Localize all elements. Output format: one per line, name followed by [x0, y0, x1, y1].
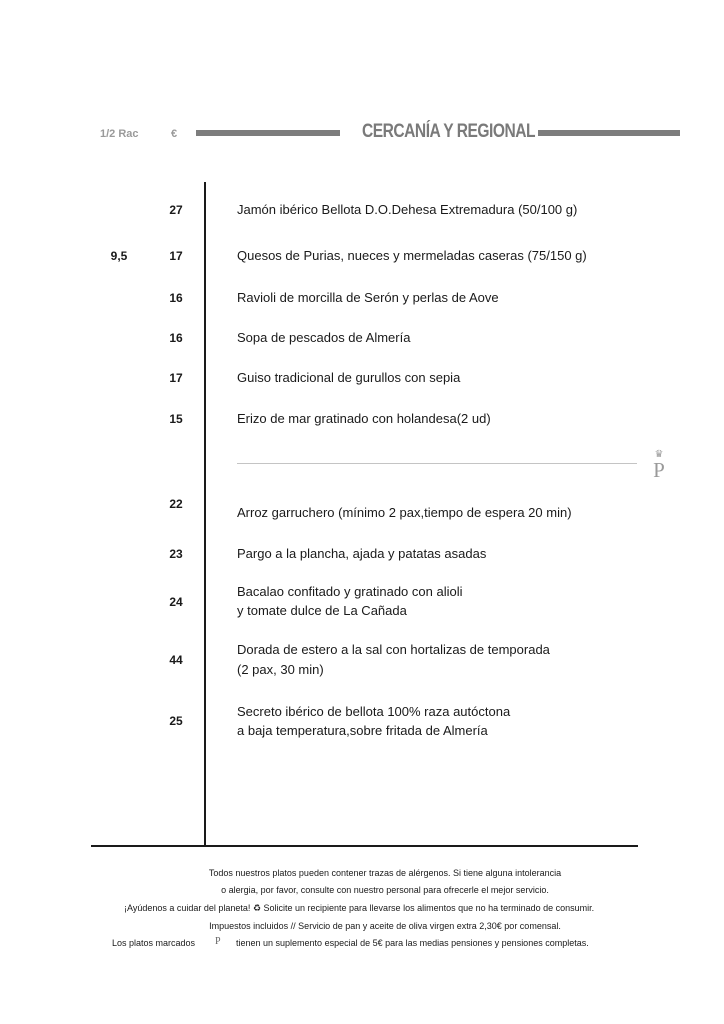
brand-mark-icon: P: [215, 936, 221, 947]
item-price: 25: [169, 714, 183, 728]
planet-notice: ¡Ayúdenos a cuidar del planeta! ♻ Solicite un recipiente para llevarse los alimentos que no ha terminado de consumir.: [124, 903, 595, 913]
item-description: (2 pax, 30 min): [237, 662, 324, 677]
item-price: 22: [169, 497, 183, 511]
item-price: 17: [169, 249, 183, 263]
supplement-notice-suffix: tienen un suplemento especial de 5€ para las medias pensiones y pensiones completas.: [236, 938, 589, 948]
item-description: Dorada de estero a la sal con hortalizas de temporada: [237, 642, 550, 657]
item-description: Quesos de Purias, nueces y mermeladas caseras (75/150 g): [237, 248, 587, 263]
menu-bottom-rule: [91, 845, 638, 847]
item-price: 16: [169, 291, 183, 305]
section-separator: [237, 463, 637, 464]
item-description: a baja temperatura,sobre fritada de Almería: [237, 723, 488, 738]
item-description: Sopa de pescados de Almería: [237, 330, 411, 345]
item-description: Ravioli de morcilla de Serón y perlas de Aove: [237, 290, 499, 305]
item-description: y tomate dulce de La Cañada: [237, 603, 407, 618]
item-half-price: 9,5: [110, 249, 128, 263]
item-price: 16: [169, 331, 183, 345]
crown-icon: ♛: [654, 449, 664, 460]
item-price: 24: [169, 595, 183, 609]
header-rule-left: [196, 130, 340, 136]
section-title: CERCANÍA Y REGIONAL: [362, 121, 536, 142]
taxes-notice: Impuestos incluidos // Servicio de pan y aceite de oliva virgen extra 2,30€ por comensal.: [209, 921, 561, 931]
item-description: Pargo a la plancha, ajada y patatas asadas: [237, 546, 487, 561]
header-rule-right: [538, 130, 680, 136]
item-description: Jamón ibérico Bellota D.O.Dehesa Extremadura (50/100 g): [237, 202, 578, 217]
item-description: Bacalao confitado y gratinado con alioli: [237, 584, 463, 599]
supplement-notice-prefix: Los platos marcados: [112, 938, 196, 948]
brand-letter: P: [653, 458, 665, 482]
allergen-notice-line1: Todos nuestros platos pueden contener trazas de alérgenos. Si tiene alguna intolerancia: [208, 868, 562, 878]
item-price: 27: [169, 203, 183, 217]
allergen-notice-line2: o alergia, por favor, consulte con nuestro personal para ofrecerle el mejor servicio.: [221, 885, 549, 895]
half-ration-column-header: 1/2 Rac: [100, 128, 139, 140]
item-description: Guiso tradicional de gurullos con sepia: [237, 370, 461, 385]
item-price: 44: [169, 653, 183, 667]
column-divider: [204, 182, 206, 846]
price-column-header: €: [171, 128, 178, 140]
item-description: Arroz garruchero (mínimo 2 pax,tiempo de espera 20 min): [237, 505, 572, 520]
brand-mark-icon: [648, 450, 670, 481]
item-description: Erizo de mar gratinado con holandesa(2 ud): [237, 411, 491, 426]
item-price: 23: [169, 547, 183, 561]
item-price: 15: [169, 412, 183, 426]
item-price: 17: [169, 371, 183, 385]
item-description: Secreto ibérico de bellota 100% raza autóctona: [237, 704, 511, 719]
